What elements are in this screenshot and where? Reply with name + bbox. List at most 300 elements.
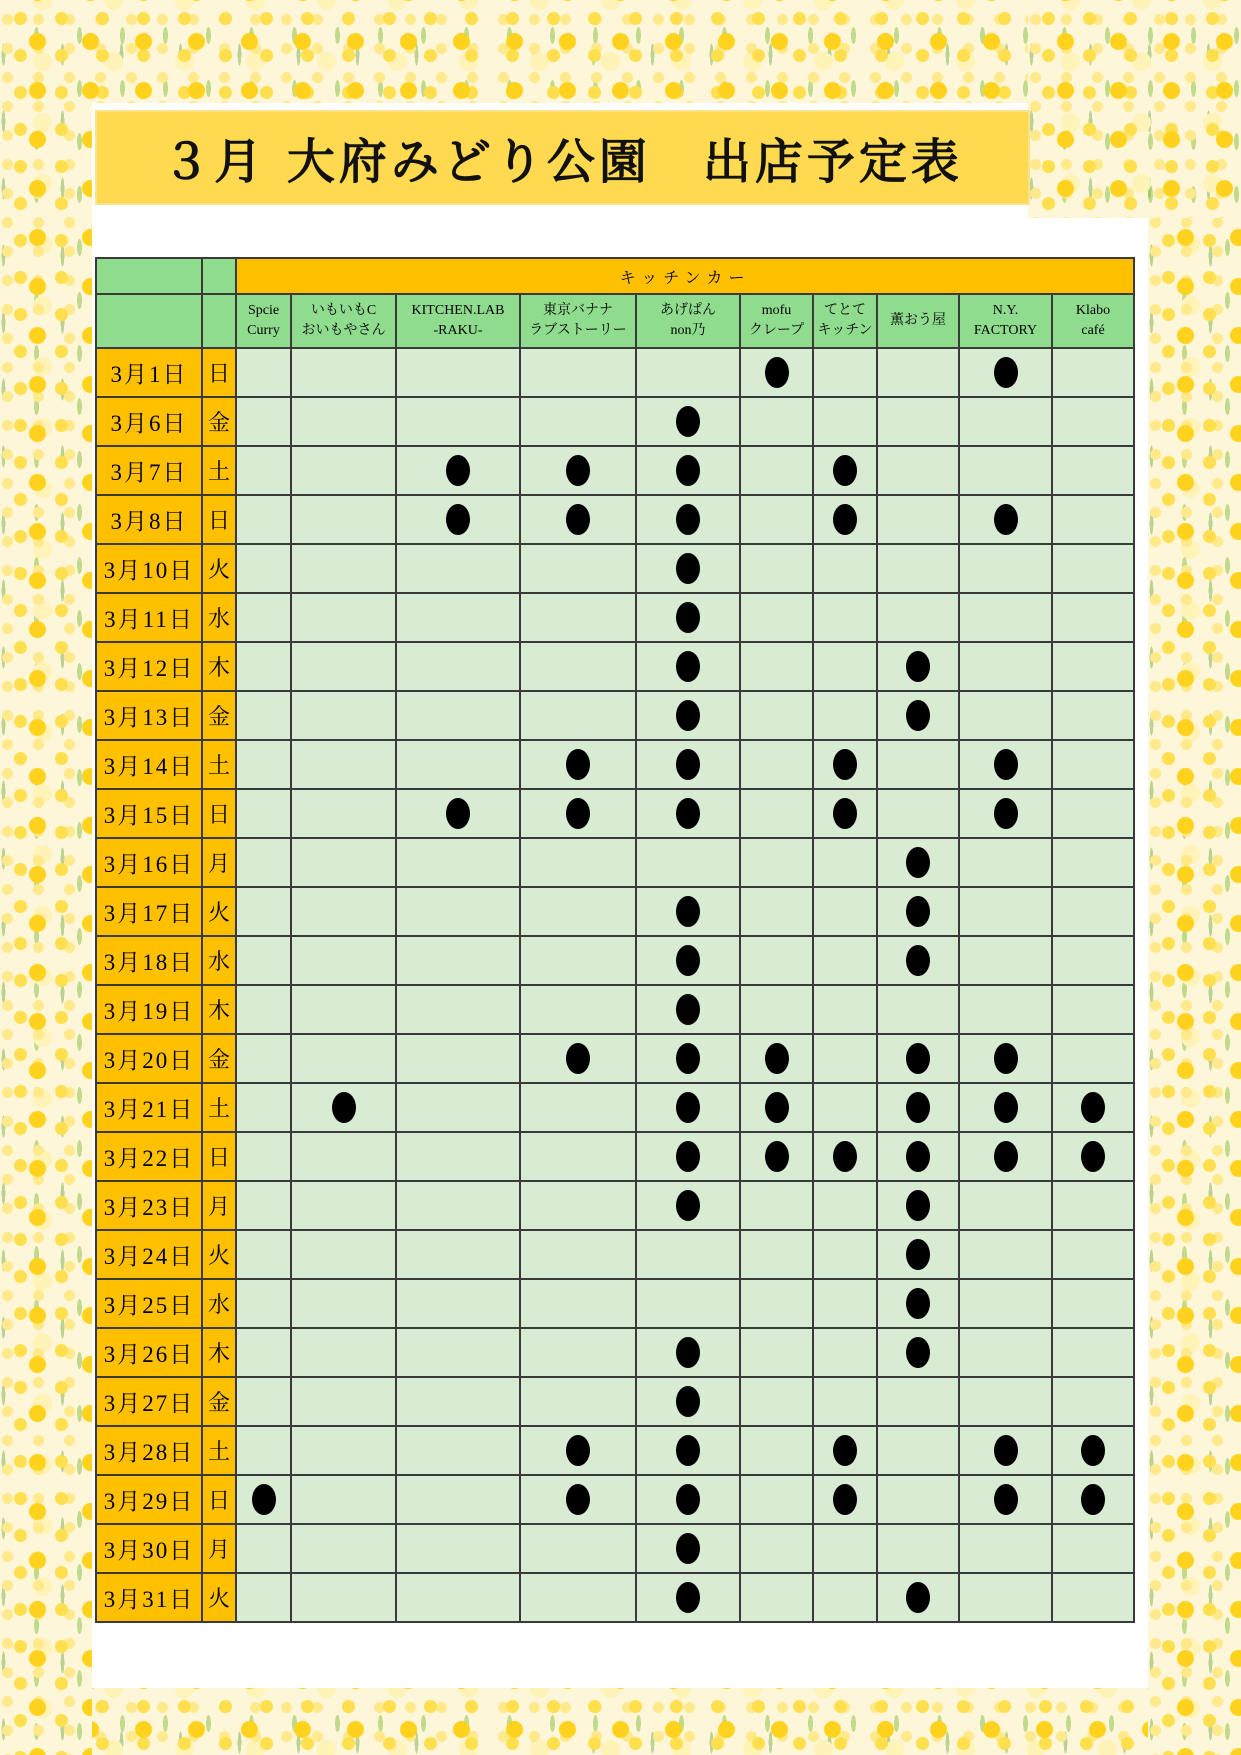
schedule-cell <box>236 544 291 593</box>
schedule-row-9 <box>96 740 1134 789</box>
schedule-cell <box>813 1230 877 1279</box>
schedule-cell <box>877 397 959 446</box>
schedule-cell <box>959 1132 1052 1181</box>
attendance-dot <box>332 1092 356 1123</box>
schedule-cell <box>877 1034 959 1083</box>
date-cell: 3月10日 <box>96 544 202 593</box>
schedule-cell <box>740 1524 813 1573</box>
schedule-cell <box>813 544 877 593</box>
schedule-cell <box>636 1573 740 1622</box>
schedule-cell <box>636 740 740 789</box>
schedule-cell <box>959 397 1052 446</box>
schedule-cell <box>236 1475 291 1524</box>
schedule-cell <box>520 397 636 446</box>
attendance-dot <box>676 994 700 1025</box>
weekday-cell: 金 <box>202 1034 236 1083</box>
attendance-dot <box>566 1484 590 1515</box>
schedule-cell <box>740 985 813 1034</box>
attendance-dot <box>906 1239 930 1270</box>
attendance-dot <box>994 1043 1018 1074</box>
attendance-dot <box>676 896 700 927</box>
schedule-cell <box>1052 1083 1134 1132</box>
schedule-cell <box>740 1181 813 1230</box>
schedule-cell <box>813 1328 877 1377</box>
attendance-dot <box>833 1435 857 1466</box>
schedule-cell <box>291 642 396 691</box>
schedule-cell <box>291 740 396 789</box>
schedule-cell <box>959 1328 1052 1377</box>
schedule-cell <box>236 1034 291 1083</box>
weekday-cell: 月 <box>202 1524 236 1573</box>
schedule-cell <box>236 691 291 740</box>
vendor-header-10: Klabo café <box>1052 294 1134 348</box>
schedule-cell <box>813 936 877 985</box>
attendance-dot <box>676 1582 700 1613</box>
date-cell: 3月23日 <box>96 1181 202 1230</box>
attendance-dot <box>676 1533 700 1564</box>
schedule-cell <box>877 348 959 397</box>
attendance-dot <box>906 1190 930 1221</box>
date-cell: 3月12日 <box>96 642 202 691</box>
schedule-cell <box>236 1573 291 1622</box>
attendance-dot <box>566 1043 590 1074</box>
schedule-cell <box>396 789 520 838</box>
attendance-dot <box>566 455 590 486</box>
schedule-cell <box>520 887 636 936</box>
schedule-cell <box>291 1426 396 1475</box>
schedule-cell <box>396 348 520 397</box>
schedule-cell <box>813 1181 877 1230</box>
schedule-cell <box>1052 348 1134 397</box>
schedule-row-7 <box>96 642 1134 691</box>
schedule-cell <box>636 691 740 740</box>
schedule-cell <box>813 1279 877 1328</box>
schedule-cell <box>520 1034 636 1083</box>
weekday-cell: 水 <box>202 1279 236 1328</box>
schedule-row-24 <box>96 1475 1134 1524</box>
schedule-cell <box>959 789 1052 838</box>
schedule-cell <box>877 1475 959 1524</box>
attendance-dot <box>906 1043 930 1074</box>
schedule-cell <box>1052 1328 1134 1377</box>
schedule-cell <box>813 740 877 789</box>
schedule-cell <box>396 936 520 985</box>
schedule-cell <box>636 348 740 397</box>
schedule-cell <box>236 1524 291 1573</box>
schedule-cell <box>236 887 291 936</box>
attendance-dot <box>994 1092 1018 1123</box>
schedule-cell <box>813 495 877 544</box>
schedule-cell <box>813 985 877 1034</box>
schedule-cell <box>1052 985 1134 1034</box>
schedule-cell <box>959 544 1052 593</box>
attendance-dot <box>906 1582 930 1613</box>
weekday-cell: 日 <box>202 495 236 544</box>
schedule-cell <box>636 1377 740 1426</box>
date-cell: 3月6日 <box>96 397 202 446</box>
weekday-cell: 水 <box>202 593 236 642</box>
vendor-header-1: Spcie Curry <box>236 294 291 348</box>
schedule-cell <box>877 985 959 1034</box>
attendance-dot <box>1081 1092 1105 1123</box>
attendance-dot <box>906 1288 930 1319</box>
weekday-cell: 火 <box>202 544 236 593</box>
schedule-cell <box>1052 887 1134 936</box>
weekday-cell: 日 <box>202 1475 236 1524</box>
schedule-row-22 <box>96 1377 1134 1426</box>
schedule-cell <box>959 985 1052 1034</box>
attendance-dot <box>676 504 700 535</box>
mimosa-patch-top-right <box>1028 0 1241 218</box>
attendance-dot <box>676 455 700 486</box>
schedule-cell <box>877 1573 959 1622</box>
schedule-cell <box>636 1034 740 1083</box>
schedule-cell <box>740 495 813 544</box>
date-cell: 3月13日 <box>96 691 202 740</box>
schedule-cell <box>1052 691 1134 740</box>
attendance-dot <box>676 700 700 731</box>
schedule-cell <box>740 1083 813 1132</box>
date-cell: 3月16日 <box>96 838 202 887</box>
vendor-header-5: あげぱん non乃 <box>636 294 740 348</box>
schedule-cell <box>291 1279 396 1328</box>
schedule-cell <box>396 985 520 1034</box>
date-cell: 3月19日 <box>96 985 202 1034</box>
page-title: ３月 大府みどり公園 出店予定表 <box>162 134 963 190</box>
attendance-dot <box>765 1141 789 1172</box>
schedule-cell <box>959 1083 1052 1132</box>
schedule-cell <box>636 397 740 446</box>
attendance-dot <box>676 798 700 829</box>
schedule-cell <box>520 348 636 397</box>
attendance-dot <box>994 1484 1018 1515</box>
weekday-cell: 金 <box>202 397 236 446</box>
schedule-cell <box>291 397 396 446</box>
schedule-cell <box>636 1328 740 1377</box>
schedule-cell <box>236 1083 291 1132</box>
schedule-cell <box>396 593 520 642</box>
attendance-dot <box>566 1435 590 1466</box>
schedule-cell <box>877 446 959 495</box>
schedule-cell <box>291 446 396 495</box>
schedule-cell <box>520 985 636 1034</box>
schedule-cell <box>291 838 396 887</box>
schedule-cell <box>396 1475 520 1524</box>
schedule-cell <box>236 1426 291 1475</box>
vendor-header-6: mofu クレープ <box>740 294 813 348</box>
schedule-cell <box>813 397 877 446</box>
schedule-cell <box>877 1083 959 1132</box>
weekday-cell: 土 <box>202 1083 236 1132</box>
schedule-cell <box>959 1475 1052 1524</box>
schedule-cell <box>291 985 396 1034</box>
schedule-row-17 <box>96 1132 1134 1181</box>
schedule-cell <box>1052 1573 1134 1622</box>
schedule-cell <box>236 1181 291 1230</box>
attendance-dot <box>833 1141 857 1172</box>
schedule-cell <box>740 1426 813 1475</box>
vendor-header-8: 薫おう屋 <box>877 294 959 348</box>
attendance-dot <box>906 847 930 878</box>
schedule-cell <box>813 348 877 397</box>
schedule-cell <box>636 1475 740 1524</box>
schedule-cell <box>813 1034 877 1083</box>
weekday-cell: 土 <box>202 1426 236 1475</box>
schedule-cell <box>236 397 291 446</box>
schedule-cell <box>396 397 520 446</box>
schedule-cell <box>236 1377 291 1426</box>
schedule-cell <box>636 789 740 838</box>
schedule-cell <box>636 1230 740 1279</box>
schedule-cell <box>877 1426 959 1475</box>
schedule-cell <box>520 691 636 740</box>
weekday-cell: 火 <box>202 887 236 936</box>
attendance-dot <box>833 455 857 486</box>
schedule-cell <box>877 789 959 838</box>
schedule-cell <box>959 593 1052 642</box>
schedule-cell <box>520 1181 636 1230</box>
schedule-cell <box>520 1230 636 1279</box>
schedule-cell <box>740 1230 813 1279</box>
schedule-cell <box>520 789 636 838</box>
schedule-cell <box>740 838 813 887</box>
schedule-cell <box>520 544 636 593</box>
schedule-cell <box>396 691 520 740</box>
attendance-dot <box>906 1337 930 1368</box>
schedule-cell <box>396 1181 520 1230</box>
schedule-cell <box>236 740 291 789</box>
attendance-dot <box>676 1190 700 1221</box>
schedule-cell <box>1052 642 1134 691</box>
schedule-cell <box>291 348 396 397</box>
schedule-cell <box>520 740 636 789</box>
schedule-cell <box>291 1230 396 1279</box>
schedule-cell <box>813 1573 877 1622</box>
mimosa-border-left <box>0 0 92 1755</box>
attendance-dot <box>994 749 1018 780</box>
attendance-dot <box>1081 1435 1105 1466</box>
vendor-header-7: てとて キッチン <box>813 294 877 348</box>
date-cell: 3月24日 <box>96 1230 202 1279</box>
schedule-cell <box>740 544 813 593</box>
date-cell: 3月7日 <box>96 446 202 495</box>
date-cell: 3月11日 <box>96 593 202 642</box>
schedule-cell <box>813 642 877 691</box>
schedule-cell <box>1052 1181 1134 1230</box>
kitchen-car-header: キッチンカー <box>236 258 1134 294</box>
schedule-row-2 <box>96 397 1134 446</box>
schedule-cell <box>877 1132 959 1181</box>
schedule-cell <box>740 1132 813 1181</box>
attendance-dot <box>676 406 700 437</box>
schedule-cell <box>959 1181 1052 1230</box>
schedule-cell <box>959 936 1052 985</box>
attendance-dot <box>566 504 590 535</box>
weekday-cell: 日 <box>202 789 236 838</box>
schedule-cell <box>636 838 740 887</box>
schedule-cell <box>813 1475 877 1524</box>
schedule-cell <box>1052 936 1134 985</box>
schedule-cell <box>236 985 291 1034</box>
schedule-cell <box>813 446 877 495</box>
schedule-cell <box>236 1230 291 1279</box>
schedule-cell <box>396 1230 520 1279</box>
schedule-cell <box>740 348 813 397</box>
schedule-cell <box>291 593 396 642</box>
schedule-cell <box>877 1328 959 1377</box>
attendance-dot <box>676 1435 700 1466</box>
attendance-dot <box>906 896 930 927</box>
schedule-cell <box>877 691 959 740</box>
schedule-cell <box>813 789 877 838</box>
schedule-cell <box>740 789 813 838</box>
date-cell: 3月1日 <box>96 348 202 397</box>
weekday-cell: 日 <box>202 348 236 397</box>
schedule-cell <box>877 495 959 544</box>
attendance-dot <box>1081 1484 1105 1515</box>
schedule-cell <box>740 642 813 691</box>
attendance-dot <box>833 504 857 535</box>
schedule-cell <box>636 495 740 544</box>
schedule-cell <box>959 1426 1052 1475</box>
schedule-row-3 <box>96 446 1134 495</box>
vendor-header-row <box>96 294 1134 348</box>
schedule-cell <box>740 593 813 642</box>
attendance-dot <box>566 798 590 829</box>
schedule-cell <box>520 593 636 642</box>
schedule-cell <box>291 789 396 838</box>
attendance-dot <box>676 1092 700 1123</box>
schedule-cell <box>959 1034 1052 1083</box>
schedule-cell <box>396 1034 520 1083</box>
schedule-cell <box>740 740 813 789</box>
schedule-cell <box>959 1230 1052 1279</box>
schedule-cell <box>813 593 877 642</box>
schedule-cell <box>291 495 396 544</box>
schedule-cell <box>813 838 877 887</box>
schedule-cell <box>813 1377 877 1426</box>
attendance-dot <box>994 1141 1018 1172</box>
attendance-dot <box>1081 1141 1105 1172</box>
schedule-cell <box>1052 1279 1134 1328</box>
attendance-dot <box>676 1337 700 1368</box>
vendor-header-9: N.Y. FACTORY <box>959 294 1052 348</box>
weekday-cell: 火 <box>202 1230 236 1279</box>
schedule-cell <box>959 446 1052 495</box>
schedule-row-4 <box>96 495 1134 544</box>
schedule-cell <box>1052 1230 1134 1279</box>
schedule-cell <box>520 495 636 544</box>
attendance-dot <box>676 553 700 584</box>
schedule-row-26 <box>96 1573 1134 1622</box>
schedule-cell <box>636 446 740 495</box>
date-cell: 3月27日 <box>96 1377 202 1426</box>
schedule-cell <box>396 740 520 789</box>
weekday-cell: 木 <box>202 985 236 1034</box>
schedule-cell <box>740 1328 813 1377</box>
attendance-dot <box>994 357 1018 388</box>
schedule-cell <box>959 838 1052 887</box>
weekday-cell: 土 <box>202 740 236 789</box>
schedule-cell <box>236 446 291 495</box>
schedule-cell <box>636 1279 740 1328</box>
schedule-cell <box>291 1573 396 1622</box>
schedule-cell <box>877 1279 959 1328</box>
date-cell: 3月30日 <box>96 1524 202 1573</box>
schedule-cell <box>740 1279 813 1328</box>
attendance-dot <box>446 504 470 535</box>
schedule-row-13 <box>96 936 1134 985</box>
schedule-cell <box>740 1573 813 1622</box>
attendance-dot <box>446 455 470 486</box>
schedule-cell <box>1052 1475 1134 1524</box>
date-cell: 3月29日 <box>96 1475 202 1524</box>
schedule-cell <box>959 740 1052 789</box>
attendance-dot <box>676 602 700 633</box>
schedule-row-20 <box>96 1279 1134 1328</box>
title-banner <box>95 110 1030 205</box>
schedule-cell <box>520 1328 636 1377</box>
schedule-cell <box>636 1083 740 1132</box>
schedule-cell <box>1052 789 1134 838</box>
date-cell: 3月31日 <box>96 1573 202 1622</box>
attendance-dot <box>765 1092 789 1123</box>
schedule-row-14 <box>96 985 1134 1034</box>
mimosa-border-right <box>1148 0 1241 1755</box>
schedule-cell <box>520 936 636 985</box>
schedule-cell <box>396 1328 520 1377</box>
schedule-table <box>95 257 1135 1623</box>
schedule-cell <box>813 1426 877 1475</box>
schedule-cell <box>291 1524 396 1573</box>
vendor-header-4: 東京バナナ ラブストーリー <box>520 294 636 348</box>
schedule-cell <box>740 1377 813 1426</box>
schedule-cell <box>877 1377 959 1426</box>
schedule-cell <box>959 1573 1052 1622</box>
date-cell: 3月26日 <box>96 1328 202 1377</box>
schedule-cell <box>1052 397 1134 446</box>
schedule-cell <box>520 642 636 691</box>
schedule-cell <box>291 1181 396 1230</box>
schedule-cell <box>740 1034 813 1083</box>
schedule-cell <box>959 1524 1052 1573</box>
schedule-cell <box>740 446 813 495</box>
schedule-cell <box>877 887 959 936</box>
schedule-cell <box>1052 1426 1134 1475</box>
schedule-cell <box>236 1132 291 1181</box>
date-cell: 3月28日 <box>96 1426 202 1475</box>
schedule-cell <box>396 1083 520 1132</box>
attendance-dot <box>833 1484 857 1515</box>
attendance-dot <box>833 749 857 780</box>
schedule-cell <box>740 936 813 985</box>
weekday-cell: 土 <box>202 446 236 495</box>
schedule-row-5 <box>96 544 1134 593</box>
corner-date-cell <box>96 258 202 294</box>
attendance-dot <box>994 1435 1018 1466</box>
schedule-row-21 <box>96 1328 1134 1377</box>
schedule-cell <box>520 1524 636 1573</box>
attendance-dot <box>676 1141 700 1172</box>
schedule-cell <box>959 642 1052 691</box>
schedule-cell <box>877 1230 959 1279</box>
attendance-dot <box>566 749 590 780</box>
schedule-cell <box>520 838 636 887</box>
date-cell: 3月20日 <box>96 1034 202 1083</box>
schedule-cell <box>877 593 959 642</box>
schedule-cell <box>1052 740 1134 789</box>
attendance-dot <box>906 945 930 976</box>
